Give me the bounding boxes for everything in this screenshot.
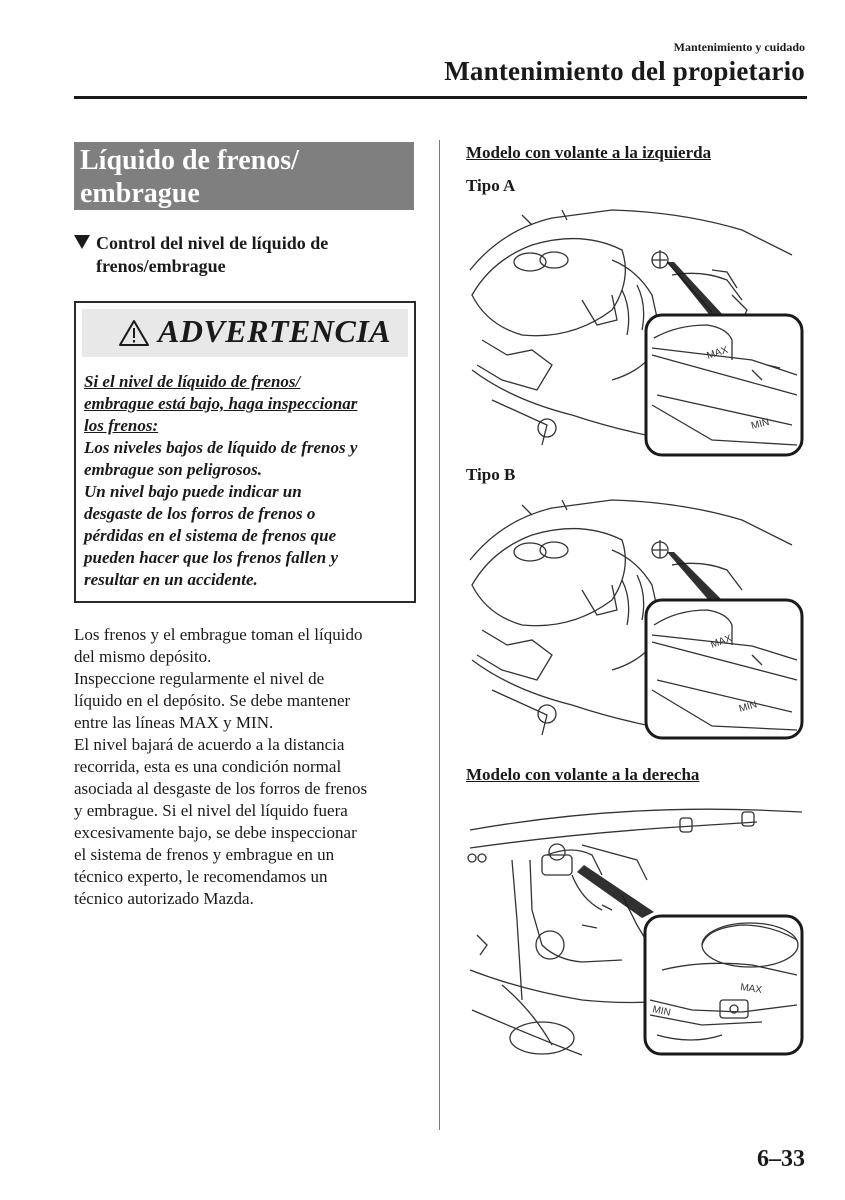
header-title: Mantenimiento del propietario bbox=[444, 56, 805, 86]
section-title-box bbox=[74, 142, 414, 210]
header-rule bbox=[74, 96, 807, 99]
engine-illustration-tipo-b bbox=[462, 490, 807, 742]
warning-triangle-icon bbox=[118, 319, 150, 347]
right-hand-heading: Modelo con volante a la derecha bbox=[466, 765, 700, 784]
tipo-b-label: Tipo B bbox=[466, 465, 516, 484]
tipo-a-label: Tipo A bbox=[466, 176, 516, 195]
triangle-marker-icon bbox=[74, 235, 90, 249]
max-label-b: MAX bbox=[709, 633, 734, 651]
min-label-a: MIN bbox=[750, 416, 771, 432]
engine-illustration-tipo-a bbox=[462, 200, 807, 458]
page-number: 6–33 bbox=[757, 1146, 805, 1172]
min-label-b: MIN bbox=[737, 699, 759, 715]
warning-title: ADVERTENCIA bbox=[158, 313, 392, 349]
subheading bbox=[74, 232, 414, 278]
subheading-text: Control del nivel de líquido de frenos/embrague bbox=[96, 233, 329, 276]
warning-text: Los niveles bajos de líquido de frenos y embrague son peligrosos. Un nivel bajo puede indicar un desgaste de los forros de frenos o pérdidas en el sistema de frenos que pueden hacer que los frenos fallen y resultar en un accidente. bbox=[84, 438, 358, 589]
body-paragraph: Los frenos y el embrague toman el líquido del mismo depósito. Inspeccione regularmente el nivel de líquido en el depósito. Se debe mantener entre las líneas MAX y MIN. El nivel bajará de acuerdo a la distancia recorrida, esta es una condición normal asociada al desgaste de los forros de frenos y embrague. Si el nivel del líquido fuera excesivamente bajo, se debe inspeccionar el sistema de frenos y embrague en un técnico experto, le recomendamos un técnico autorizado Mazda. bbox=[74, 625, 368, 908]
engine-illustration-right-hand bbox=[462, 800, 807, 1058]
min-label-rh: MIN bbox=[651, 1004, 672, 1019]
header-section: Mantenimiento y cuidado bbox=[673, 40, 805, 54]
max-label-a: MAX bbox=[705, 344, 730, 362]
warning-header bbox=[82, 309, 408, 357]
section-title: Líquido de frenos/ embrague bbox=[80, 145, 299, 209]
warning-underlined-text: Si el nivel de líquido de frenos/ embrague está bajo, haga inspeccionar los frenos: bbox=[84, 372, 358, 435]
max-label-rh: MAX bbox=[739, 982, 763, 996]
column-divider bbox=[439, 140, 440, 1130]
warning-body bbox=[84, 371, 406, 591]
warning-box bbox=[74, 301, 416, 603]
left-hand-heading: Modelo con volante a la izquierda bbox=[466, 143, 712, 162]
